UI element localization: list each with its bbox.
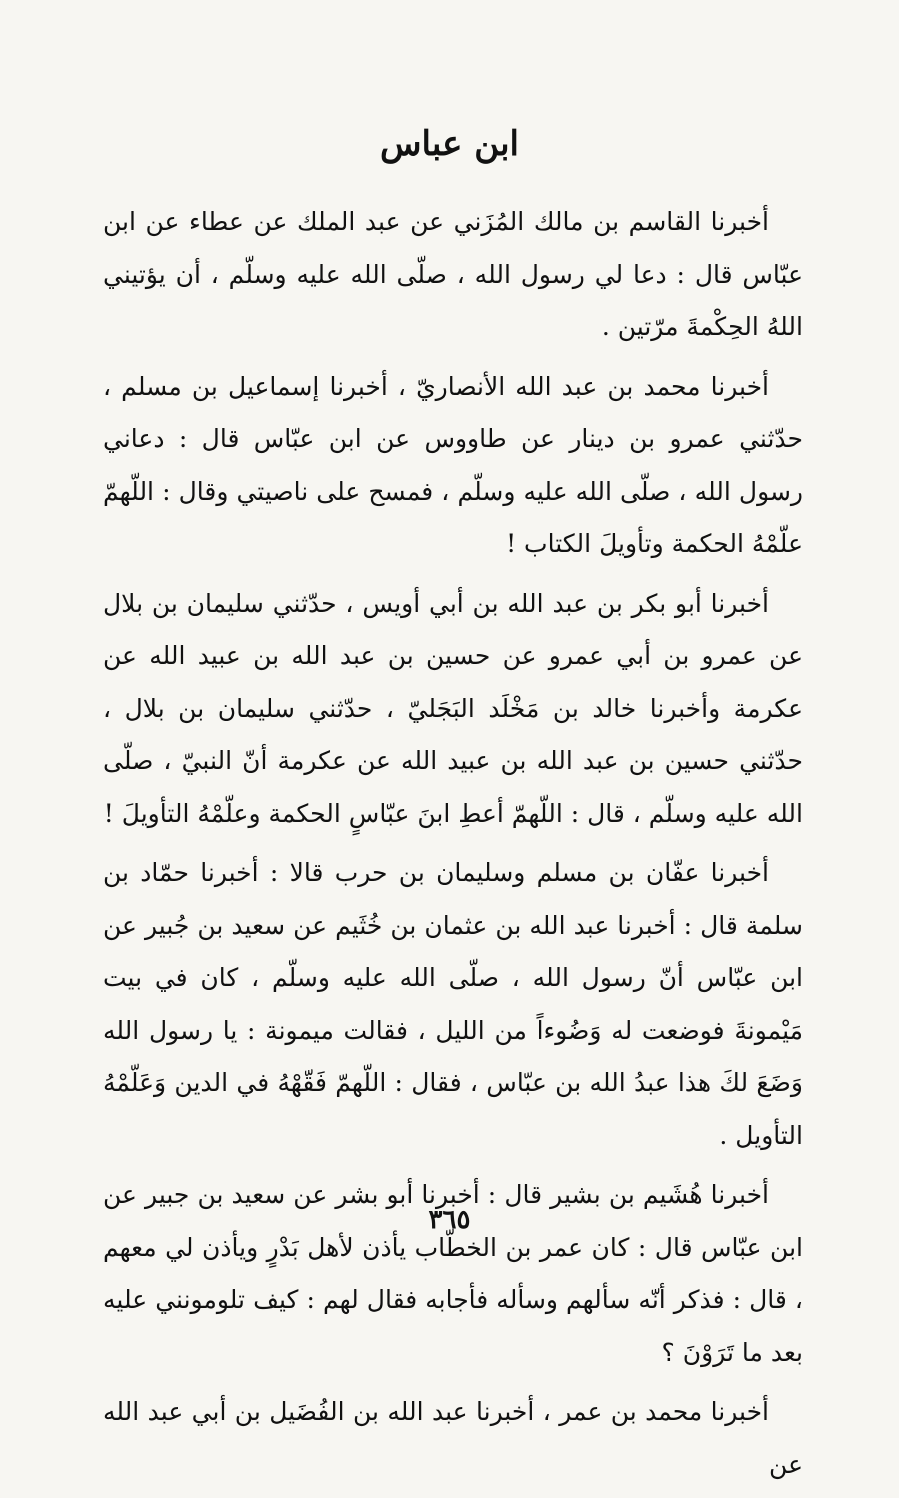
- paragraph-1: أخبرنا القاسم بن مالك المُزَني عن عبد الملك عن عطاء عن ابن عبّاس قال : دعا لي رسول الله ، صلّى الله عليه وسلّم ، أن يؤتيني اللهُ الحِكْمةَ مرّتين .: [103, 207, 803, 341]
- paragraph-5: أخبرنا هُشَيم بن بشير قال : أخبرنا أبو بشر عن سعيد بن جبير عن ابن عبّاس قال : كان عمر بن الخطّاب يأذن لأهل بَدْرٍ ويأذن لي معهم ، قال : فذكر أنّه سألهم وسأله فأجابه فقال لهم : كيف تلومونني عليه بعد ما تَرَوْنَ ؟: [103, 1180, 803, 1367]
- paragraph-4: أخبرنا عفّان بن مسلم وسليمان بن حرب قالا : أخبرنا حمّاد بن سلمة قال : أخبرنا عبد الله بن عثمان بن خُثَيم عن سعيد بن جُبير عن ابن عبّاس أنّ رسول الله ، صلّى الله عليه وسلّم ، كان في بيت مَيْمونةَ فوضعت له وَضُوءاً من الليل ، فقالت ميمونة : يا رسول الله وَضَعَ لكَ هذا عبدُ الله بن عبّاس ، فقال : اللّهمّ فَقّهْهُ في الدين وَعَلّمْهُ التأويل .: [103, 858, 803, 1150]
- paragraph-3: أخبرنا أبو بكر بن عبد الله بن أبي أويس ، حدّثني سليمان بن بلال عن عمرو بن أبي عمرو عن حسين بن عبد الله بن عبيد الله عن عكرمة وأخبرنا خالد بن مَخْلَد البَجَليّ ، حدّثني سليمان بن بلال ، حدّثني حسين بن عبد الله بن عبيد الله عن عكرمة أنّ النبيّ ، صلّى الله عليه وسلّم ، قال : اللّهمّ أعطِ ابنَ عبّاسٍ الحكمة وعلّمْهُ التأويلَ !: [103, 588, 803, 828]
- page-title: ابن عباس: [379, 124, 520, 164]
- paragraph-6: أخبرنا محمد بن عمر ، أخبرنا عبد الله بن الفُضَيل بن أبي عبد الله عن: [103, 1397, 803, 1479]
- main-text: [103, 196, 803, 1498]
- paragraph-2: أخبرنا محمد بن عبد الله الأنصاريّ ، أخبرنا إسماعيل بن مسلم ، حدّثني عمرو بن دينار عن طاووس عن ابن عبّاس قال : دعاني رسول الله ، صلّى الله عليه وسلّم ، فمسح على ناصيتي وقال : اللّهمّ علّمْهُ الحكمة وتأويلَ الكتاب !: [103, 371, 803, 558]
- page-number: ٣٦٥: [428, 1205, 471, 1235]
